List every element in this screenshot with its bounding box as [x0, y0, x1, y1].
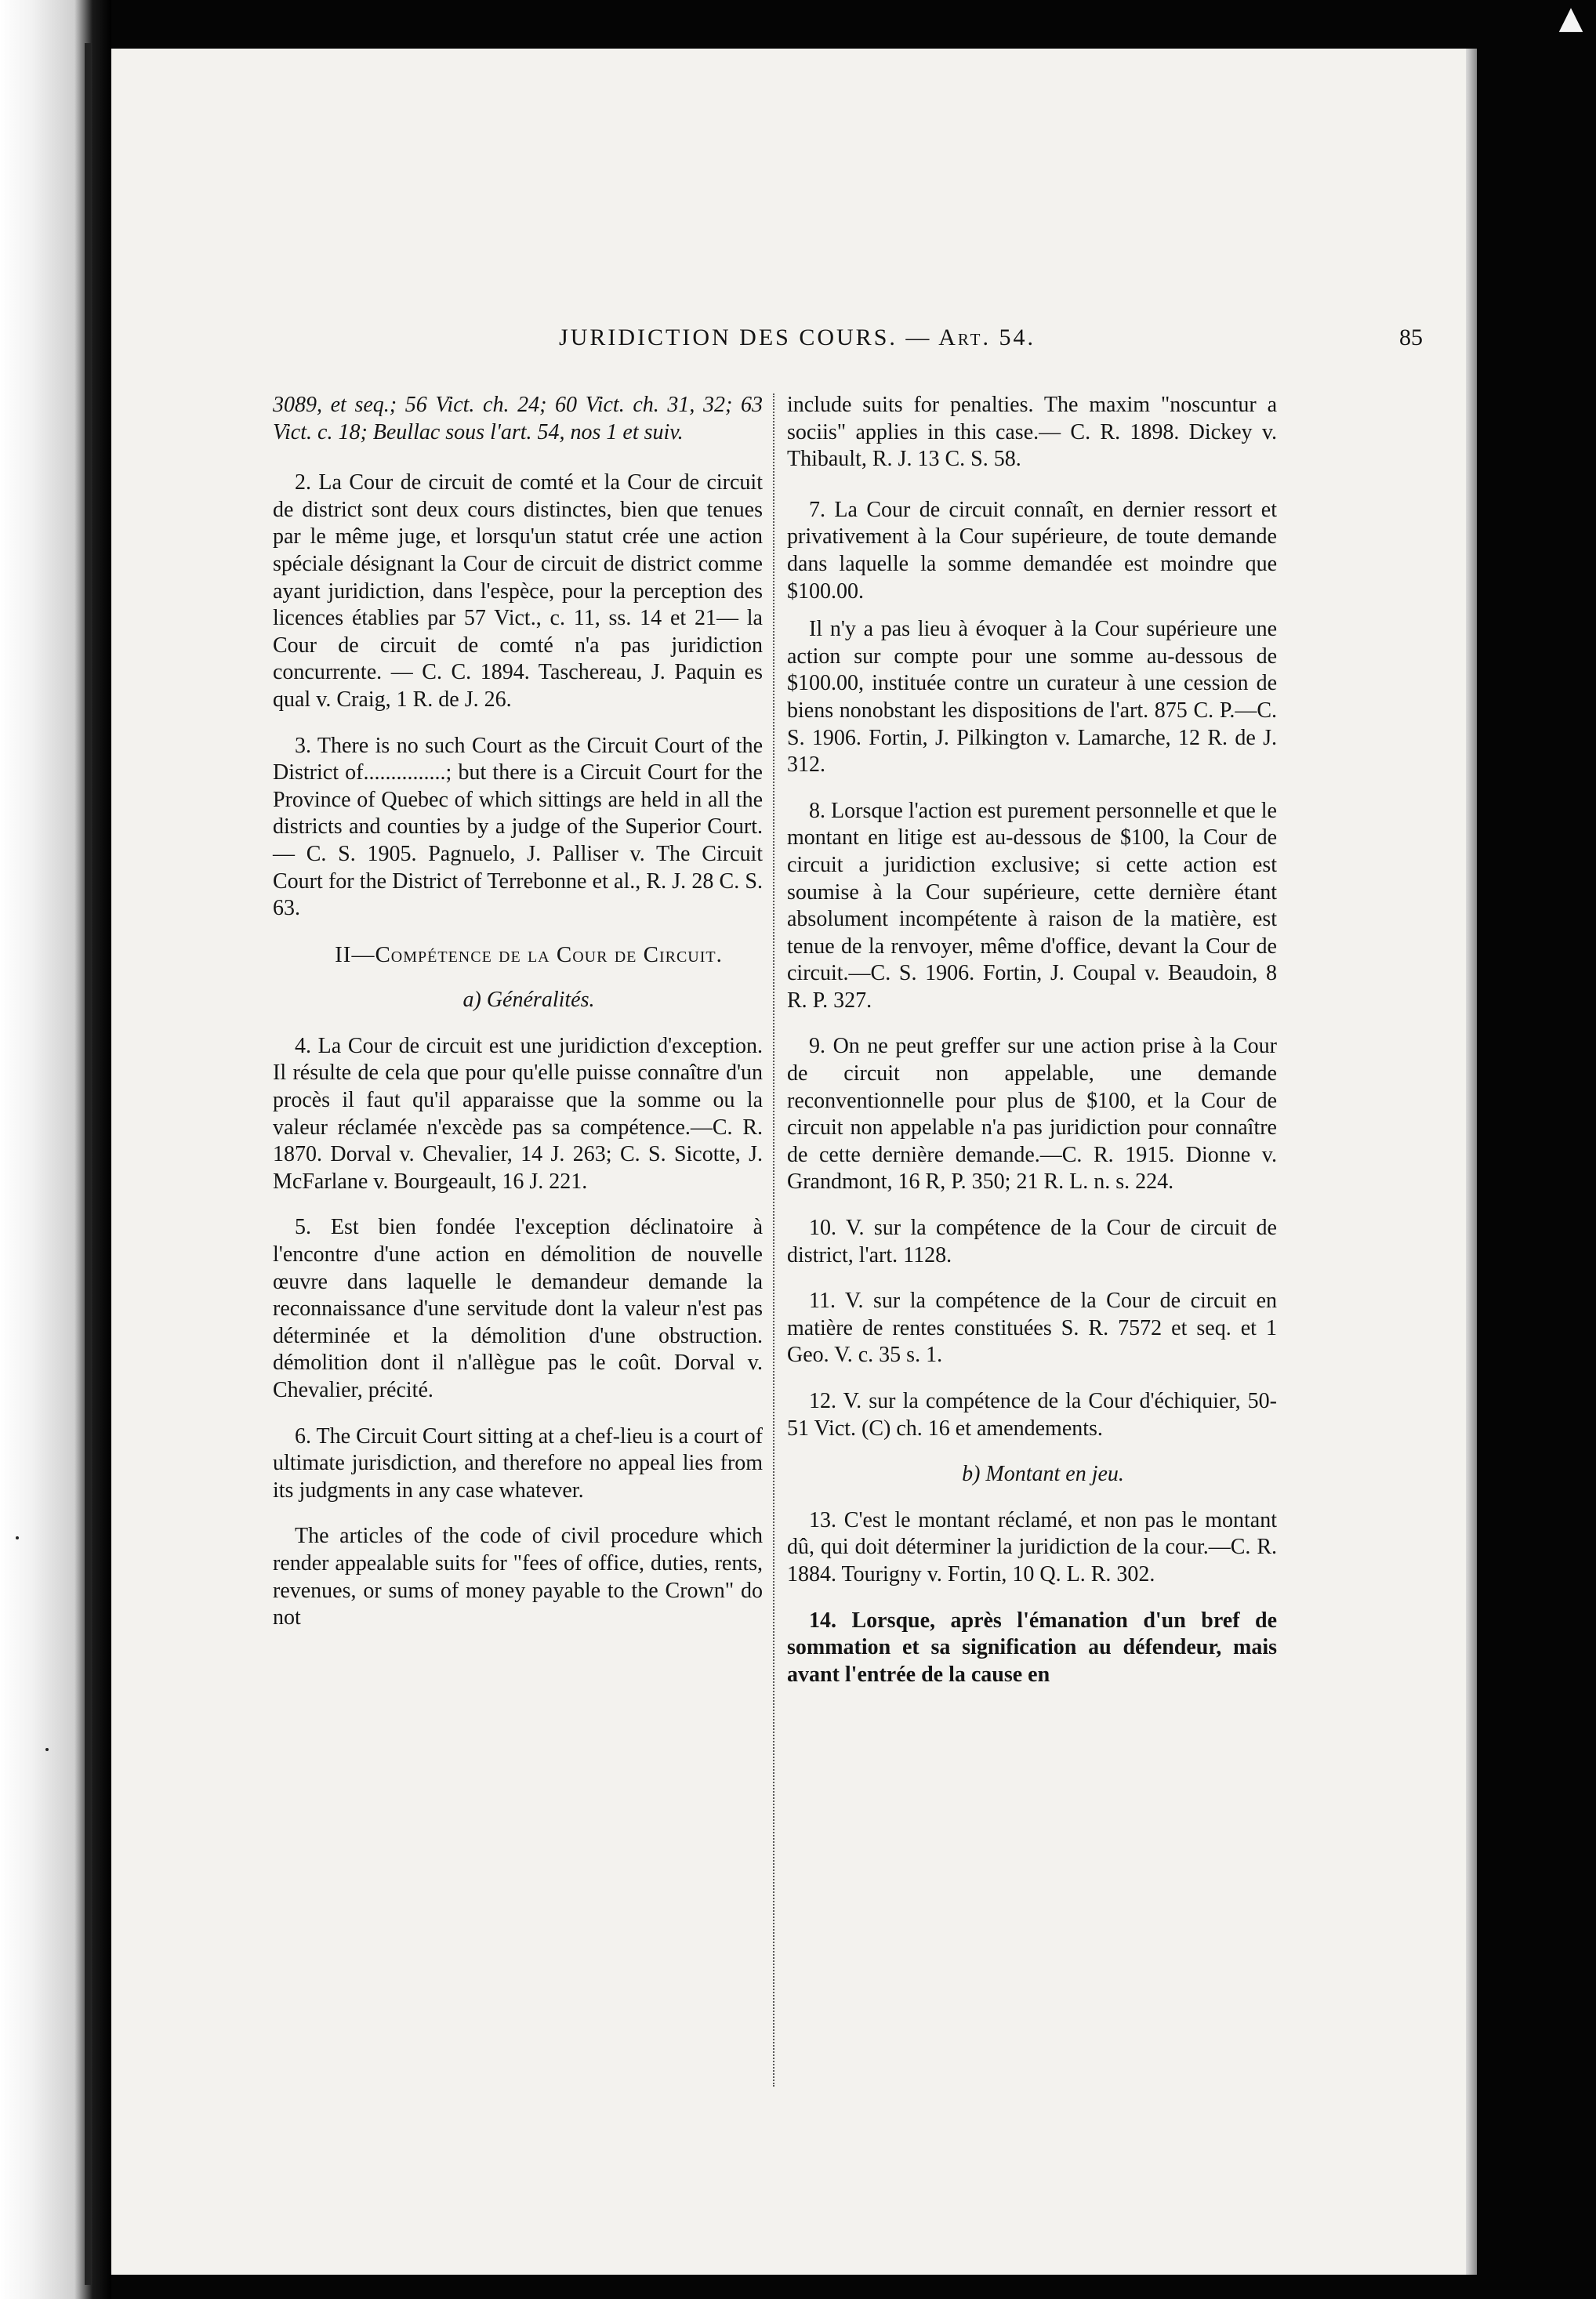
scan-corner-mark-icon: ▲ [1558, 0, 1583, 36]
running-title: JURIDICTION DES COURS. — Art. 54. [559, 325, 1036, 350]
paragraph-2: 2. La Cour de circuit de comté et la Cour de circuit de district sont deux cours distinctes, bien que tenues par le même juge, et lorsqu'un statut crée une action spéciale désignant la Cour de circuit de district comme ayant juridiction, dans l'espèce, pour la perception des licences établies par 57 Vict., c. 11, ss. 14 et 21— la Cour de circuit de comté n'a pas juridiction concurrente. — C. C. 1894. Taschereau, J. Paquin es qual v. Craig, 1 R. de J. 26. [273, 470, 763, 712]
scan-speck [16, 1536, 19, 1539]
paragraph-13: 13. C'est le montant réclamé, et non pas le montant dû, qui doit déterminer la juridiction de la cour.—C. R. 1884. Tourigny v. Fortin, 10 Q. L. R. 302. [787, 1507, 1277, 1586]
paragraph-9: 9. On ne peut greffer sur une action prise à la Cour de circuit non appelable, une demande reconventionnelle pour plus de $100, et la Cour de circuit non appelable n'a pas juridiction pour connaître de cette dernière demande.—C. R. 1915. Dionne v. Grandmont, 16 R, P. 350; 21 R. L. n. s. 224. [787, 1034, 1277, 1195]
section-heading: II—Compétence de la Cour de Circuit. [335, 941, 723, 967]
scanner-edge [0, 0, 111, 2299]
paragraph-6-continued: The articles of the code of civil procedure which render appealable suits for "fees of office, duties, rents, revenues, or sums of money payable to the Crown" do not [273, 1524, 763, 1630]
continued-paragraph: include suits for penalties. The maxim "noscuntur a sociis" applies in this case.— C. R. 1898. Dickey v. Thibault, R. J. 13 C. S. 58. [787, 393, 1277, 472]
paragraph-10: 10. V. sur la compétence de la Cour de circuit de district, l'art. 1128. [787, 1216, 1277, 1267]
paragraph-12: 12. V. sur la compétence de la Cour d'échiquier, 50-51 Vict. (C) ch. 16 et amendements. [787, 1389, 1277, 1441]
scanned-page [111, 49, 1466, 2275]
left-column [273, 392, 763, 1651]
scan-speck [45, 1748, 49, 1751]
paragraph-7: 7. La Cour de circuit connaît, en dernier ressort et privativement à la Cour supérieure, de toute demande dans laquelle la somme demandée est moindre que $100.00. [787, 497, 1277, 604]
page-number: 85 [1399, 325, 1423, 350]
paragraph-4: 4. La Cour de circuit est une juridiction d'exception. Il résulte de cela que pour qu'elle puisse connaître d'un procès il faut qu'il apparaisse que la somme ou la valeur réclamée n'excède pas sa compétence.—C. R. 1870. Dorval v. Chevalier, 14 J. 263; C. S. Sicotte, J. McFarlane v. Bourgeault, 16 J. 221. [273, 1033, 763, 1194]
page-edge-shadow [1466, 49, 1477, 2275]
paragraph-6: 6. The Circuit Court sitting at a chef-lieu is a court of ultimate jurisdiction, and therefore no appeal lies from its judgments in any case whatever. [273, 1423, 763, 1503]
right-column [787, 392, 1277, 1707]
sub-heading-b: b) Montant en jeu. [962, 1462, 1124, 1487]
paragraph-8: 8. Lorsque l'action est purement personnelle et que le montant en litige est au-dessous de $100, la Cour de circuit a juridiction exclusive; si cette action est soumise à la Cour supérieure, cette dernière étant absolument incompétente à raison de la matière, est tenue de la renvoyer, même d'office, devant la Cour de circuit.—C. S. 1906. Fortin, J. Coupal v. Beaudoin, 8 R. P. 327. [787, 798, 1277, 1013]
paragraph-14: 14. Lorsque, après l'émanation d'un bref de sommation et sa signification au défendeur, mais avant l'entrée de la cause en [787, 1608, 1277, 1687]
continued-paragraph: 3089, et seq.; 56 Vict. ch. 24; 60 Vict. ch. 31, 32; 63 Vict. c. 18; Beullac sous l'art. 54, nos 1 et suiv. [273, 393, 763, 444]
paragraph-3: 3. There is no such Court as the Circuit Court of the District of...............; but there is a Circuit Court for the Province of Quebec of which sittings are held in all the districts and counties by a judge of the Superior Court. — C. S. 1905. Pagnuelo, J. Palliser v. The Circuit Court for the District of Terrebonne et al., R. J. 28 C. S. 63. [273, 733, 763, 921]
page-header [111, 325, 1466, 356]
book-binding-edge [85, 43, 91, 2285]
sub-heading-a: a) Généralités. [462, 988, 595, 1013]
paragraph-5: 5. Est bien fondée l'exception déclinatoire à l'encontre d'une action en démolition de nouvelle œuvre dans laquelle le demandeur demande la reconnaissance d'une servitude dont la valeur n'est pas déterminée et la démolition d'une obstruction. démolition dont il n'allègue pas le coût. Dorval v. Chevalier, précité. [273, 1215, 763, 1402]
paragraph-7-continued: Il n'y a pas lieu à évoquer à la Cour supérieure une action sur compte pour une somme au-dessous de $100.00, instituée contre un curateur à une cession de biens nonobstant les dispositions de l'art. 875 C. P.—C. S. 1906. Fortin, J. Pilkington v. Lamarche, 12 R. de J. 312. [787, 617, 1277, 778]
column-divider [773, 393, 774, 2087]
paragraph-11: 11. V. sur la compétence de la Cour de circuit en matière de rentes constituées S. R. 7572 et seq. et 1 Geo. V. c. 35 s. 1. [787, 1289, 1277, 1368]
